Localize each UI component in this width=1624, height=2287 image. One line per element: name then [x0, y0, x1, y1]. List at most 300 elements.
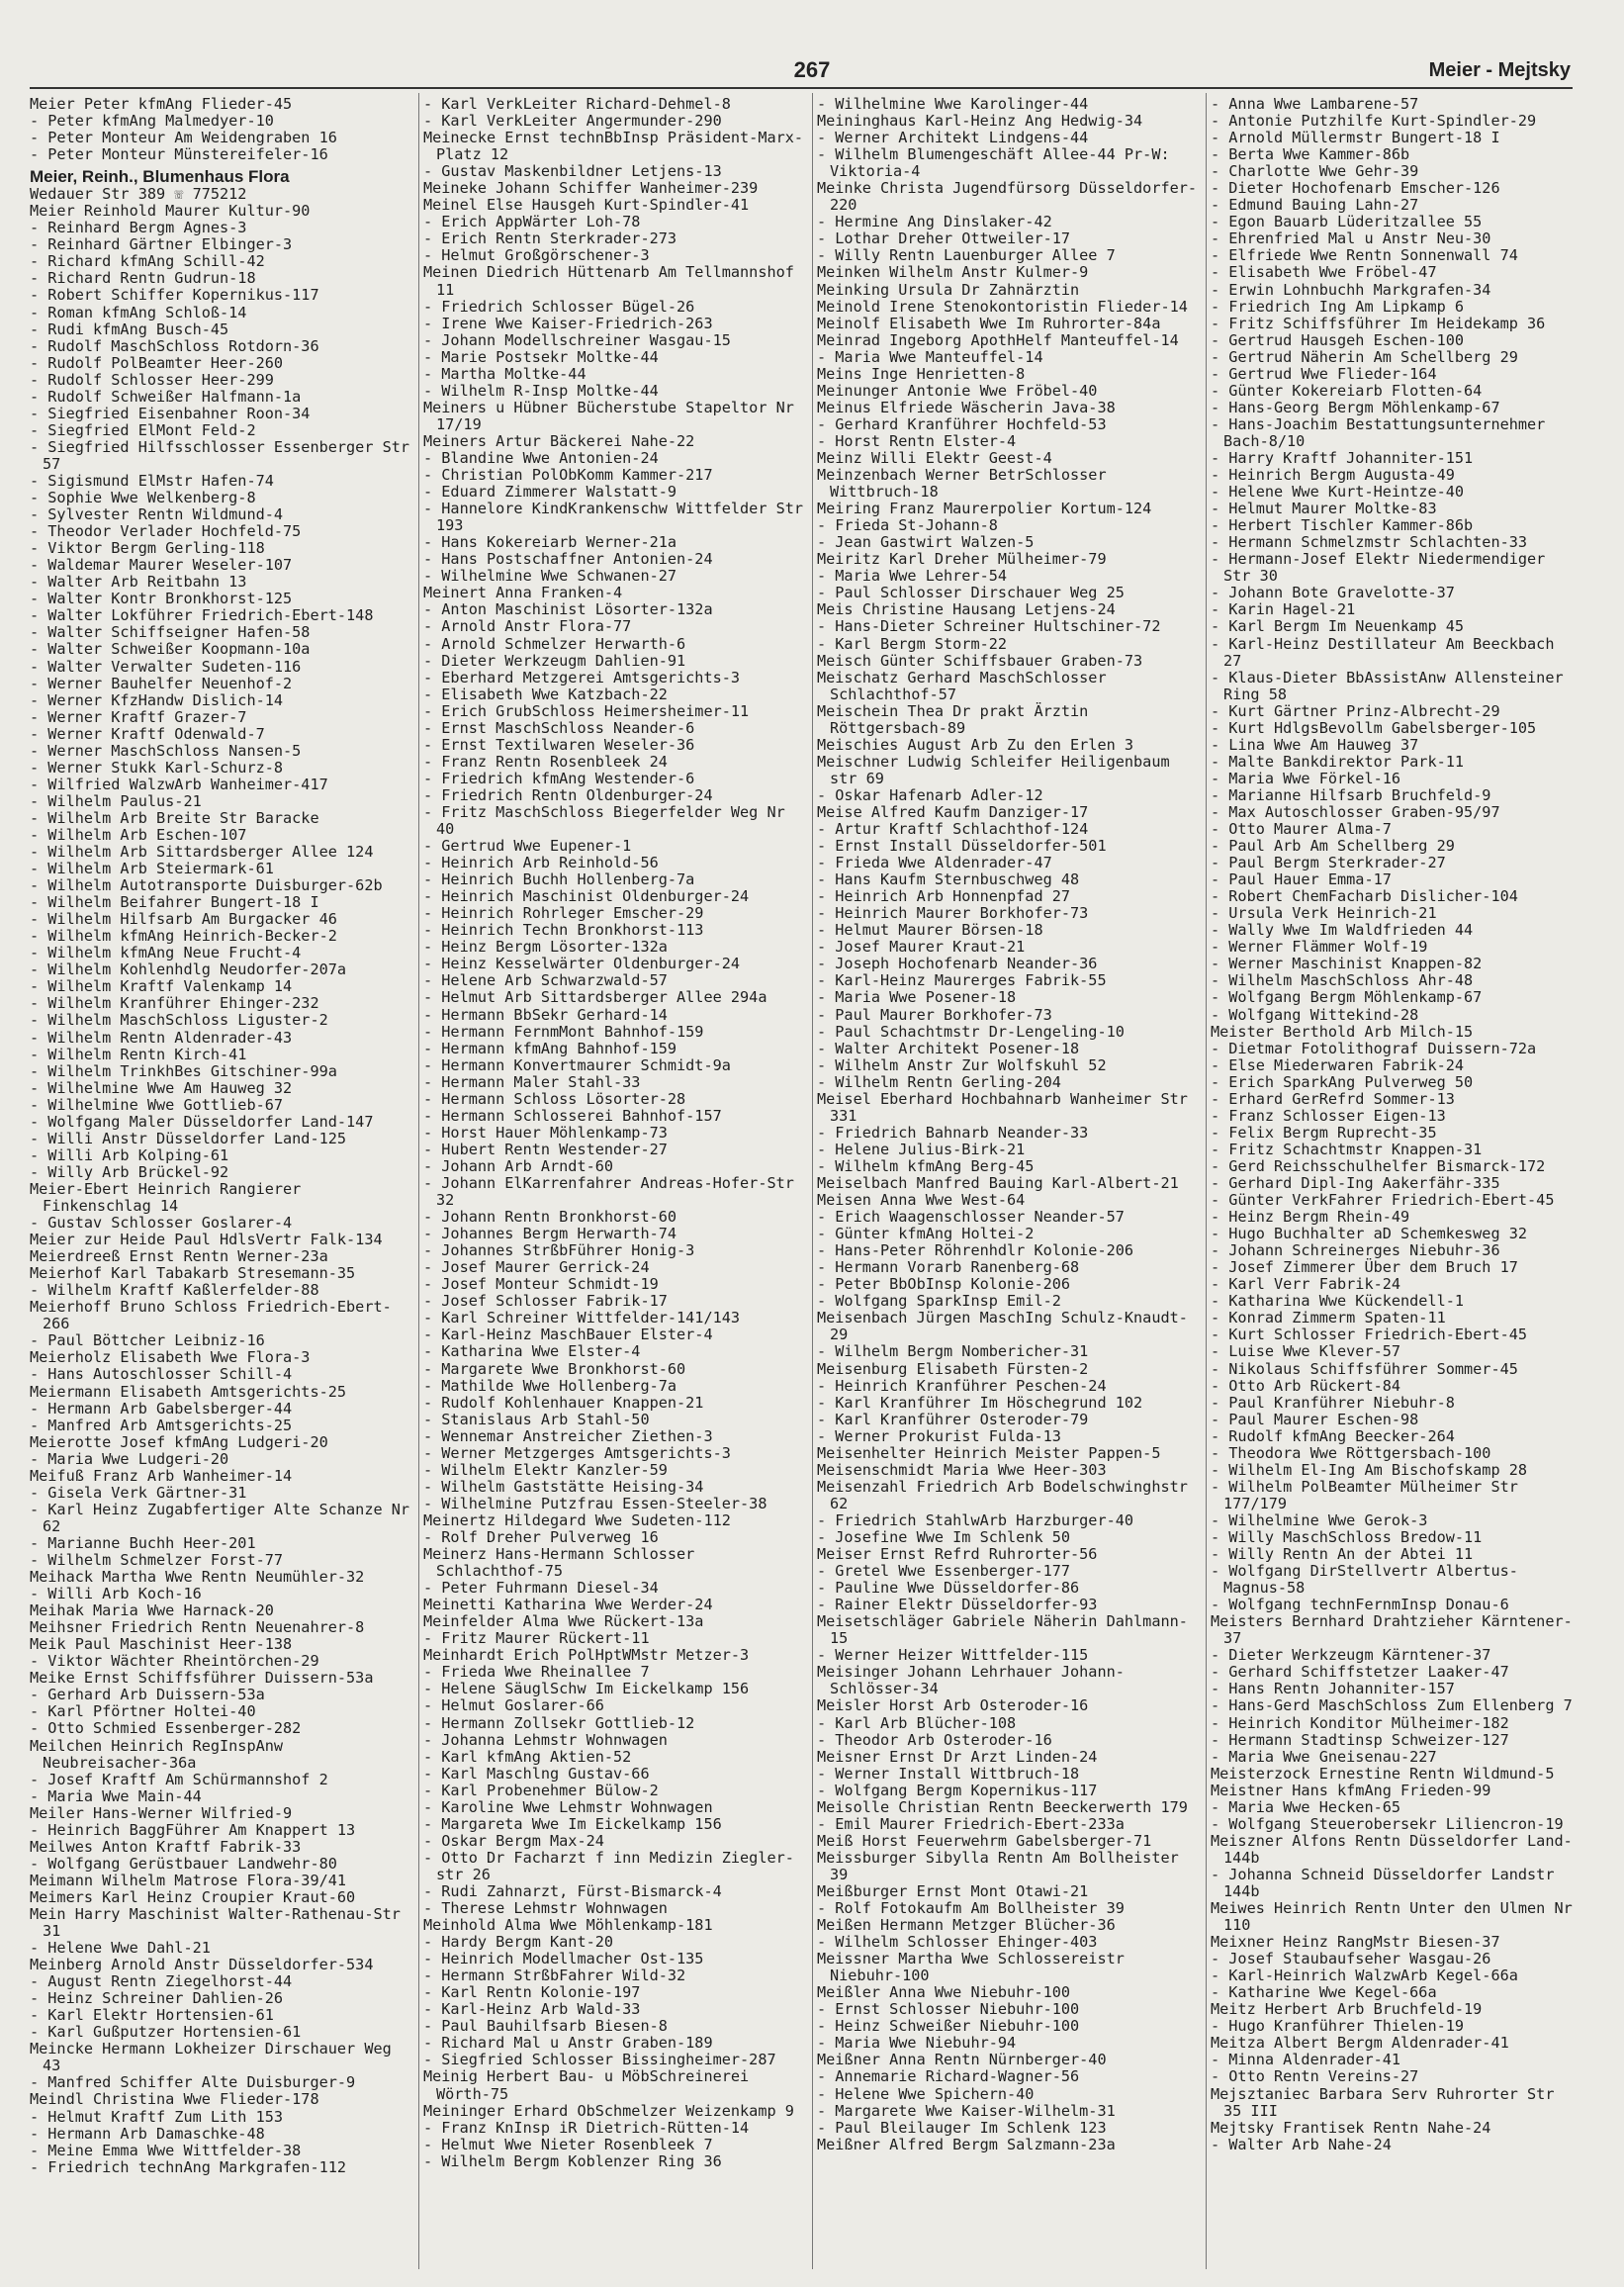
- directory-entry: - Hubert Rentn Westender-27: [423, 1140, 668, 1158]
- directory-entry: - Otto Rentn Vereins-27: [1211, 2067, 1419, 2086]
- directory-entry: Meisenhelter Heinrich Meister Pappen-5: [817, 1443, 1161, 1462]
- directory-entry: - Heinrich BaggFührer Am Knappert 13: [30, 1820, 356, 1839]
- directory-entry: - Ernst Schlosser Niebuhr-100: [817, 2000, 1080, 2019]
- directory-entry: - Wilhelm Arb Eschen-107: [30, 825, 247, 844]
- directory-entry: - Elfriede Wwe Rentn Sonnenwall 74: [1211, 246, 1518, 265]
- directory-entry: - Josef Zimmerer Über dem Bruch 17: [1211, 1258, 1518, 1277]
- directory-entry: - Günter Kokereiarb Flotten-64: [1211, 381, 1483, 400]
- directory-entry: - Irene Wwe Kaiser-Friedrich-263: [423, 314, 713, 332]
- directory-entry: - Heinz Schreiner Dahlien-26: [30, 1989, 284, 2008]
- directory-entry: - Margarete Wwe Bronkhorst-60: [423, 1359, 686, 1378]
- directory-entry: Meisenzahl Friedrich Arb Bodelschwinghstr 62: [817, 1477, 1188, 1512]
- directory-entry: - Karl-Heinrich WalzwArb Kegel-66a: [1211, 1967, 1518, 1985]
- directory-entry: - Margarete Wwe Kaiser-Wilhelm-31: [817, 2101, 1116, 2120]
- directory-entry: - Heinrich Arb Honnenpfad 27: [817, 887, 1071, 906]
- directory-entry: - Ehrenfried Mal u Anstr Neu-30: [1211, 229, 1491, 248]
- directory-entry: - Wolfgang Bergm Kopernikus-117: [817, 1781, 1098, 1799]
- directory-entry: - Wilhelm MaschSchloss Liguster-2: [30, 1011, 328, 1030]
- directory-entry: Mejsztaniec Barbara Serv Ruhrorter Str 35 III: [1211, 2084, 1555, 2120]
- directory-entry: - Viktor Wächter Rheintörchen-29: [30, 1652, 319, 1671]
- directory-entry: - Rudolf kfmAng Beecker-264: [1211, 1426, 1455, 1445]
- directory-entry: Meiermann Elisabeth Amtsgerichts-25: [30, 1382, 347, 1401]
- directory-entry: - Walter Kontr Bronkhorst-125: [30, 590, 293, 608]
- directory-entry: - Rudolf MaschSchloss Rotdorn-36: [30, 336, 319, 355]
- directory-entry: Mein Harry Maschinist Walter-Rathenau-Str 31: [30, 1904, 401, 1941]
- directory-entry: - Stanislaus Arb Stahl-50: [423, 1410, 650, 1428]
- directory-entry: - Paul Bauhilfsarb Biesen-8: [423, 2017, 668, 2036]
- directory-entry: Meisterzock Ernestine Rentn Wildmund-5: [1211, 1764, 1555, 1783]
- directory-entry: - Luise Wwe Klever-57: [1211, 1342, 1401, 1361]
- directory-entry: Meinking Ursula Dr Zahnärztin: [817, 280, 1080, 299]
- directory-entry: - Karl VerkLeiter Angermunder-290: [423, 112, 722, 131]
- directory-entry: - Otto Arb Rückert-84: [1211, 1376, 1401, 1395]
- directory-entry: - Walter Architekt Posener-18: [817, 1039, 1080, 1057]
- directory-entry: - Hans-Georg Bergm Möhlenkamp-67: [1211, 398, 1500, 416]
- directory-entry: Meimers Karl Heinz Croupier Kraut-60: [30, 1887, 356, 1906]
- directory-entry: - Paul Kranführer Niebuhr-8: [1211, 1393, 1455, 1412]
- directory-entry: - Maria Wwe Manteuffel-14: [817, 347, 1043, 366]
- directory-entry: - Gerhard Dipl-Ing Aakerfähr-335: [1211, 1174, 1500, 1192]
- directory-entry: Wedauer Str 389 ☏ 775212: [30, 185, 247, 204]
- directory-entry: - Heinz Bergm Rhein-49: [1211, 1208, 1410, 1227]
- directory-entry: Meier Reinhold Maurer Kultur-90: [30, 202, 311, 221]
- directory-entry: Meitza Albert Bergm Aldenrader-41: [1211, 2034, 1509, 2053]
- directory-entry: - Lina Wwe Am Hauweg 37: [1211, 735, 1419, 754]
- directory-entry: - Theodor Verlader Hochfeld-75: [30, 522, 302, 541]
- directory-entry: - Else Miederwaren Fabrik-24: [1211, 1055, 1465, 1074]
- directory-entry: - Helmut Wwe Nieter Rosenbleek 7: [423, 2135, 713, 2153]
- directory-entry: - Walter Verwalter Sudeten-116: [30, 657, 302, 676]
- directory-entry: - Elisabeth Wwe Fröbel-47: [1211, 263, 1437, 282]
- directory-entry: - Helmut Goslarer-66: [423, 1696, 604, 1715]
- directory-entry: - Berta Wwe Kammer-86b: [1211, 145, 1410, 164]
- directory-entry: - Sophie Wwe Welkenberg-8: [30, 489, 256, 507]
- directory-entry: Meiring Franz Maurerpolier Kortum-124: [817, 500, 1152, 518]
- directory-entry: - Karl Rentn Kolonie-197: [423, 1983, 641, 2002]
- directory-entry: Meisters Bernhard Drahtzieher Kärntener-37: [1211, 1612, 1573, 1648]
- directory-entry: - Gertrud Wwe Eupener-1: [423, 837, 632, 856]
- running-head: Meier - Mejtsky: [1428, 59, 1571, 81]
- directory-entry: Meißen Hermann Metzger Blücher-36: [817, 1916, 1116, 1935]
- directory-entry: Meistner Hans kfmAng Frieden-99: [1211, 1781, 1491, 1799]
- directory-entry: - Hugo Kranführer Thielen-19: [1211, 2017, 1465, 2036]
- directory-entry: - Maria Wwe Förkel-16: [1211, 769, 1401, 787]
- directory-entry: - Wilhelm Rentn Kirch-41: [30, 1045, 247, 1063]
- directory-entry: - Peter Monteur Am Weidengraben 16: [30, 129, 337, 147]
- directory-entry: - Max Autoschlosser Graben-95/97: [1211, 802, 1500, 821]
- directory-entry: - Walter Arb Nahe-24: [1211, 2135, 1392, 2153]
- directory-entry: Meier-Ebert Heinrich Rangierer Finkenschlag 14: [30, 1179, 302, 1215]
- directory-entry: - Waldemar Maurer Weseler-107: [30, 556, 293, 575]
- directory-entry: - Peter Fuhrmann Diesel-34: [423, 1579, 659, 1598]
- directory-entry: - Johann Modellschreiner Wasgau-15: [423, 330, 731, 349]
- directory-entry: - Wilhelm Bergm Koblenzer Ring 36: [423, 2151, 722, 2170]
- directory-entry: Meisel Eberhard Hochbahnarb Wanheimer Str 331: [817, 1089, 1188, 1125]
- directory-entry: - Elisabeth Wwe Katzbach-22: [423, 685, 668, 703]
- directory-entry: Meier zur Heide Paul HdlsVertr Falk-134: [30, 1231, 383, 1249]
- directory-entry: - Wilhelm Beifahrer Bungert-18 I: [30, 893, 319, 912]
- directory-entry: - Kurt Schlosser Friedrich-Ebert-45: [1211, 1326, 1528, 1344]
- directory-entry: - Wilhelm Blumengeschäft Allee-44 Pr-W: Viktoria-4: [817, 145, 1170, 181]
- directory-entry: - Katharina Wwe Elster-4: [423, 1342, 641, 1361]
- directory-entry: - Marianne Buchh Heer-201: [30, 1533, 256, 1552]
- directory-entry: Meiners Artur Bäckerei Nahe-22: [423, 431, 695, 450]
- directory-entry: - Franz Schlosser Eigen-13: [1211, 1106, 1446, 1125]
- directory-entry: - Wilhelm Schmelzer Forst-77: [30, 1550, 284, 1569]
- directory-entry: Meischner Ludwig Schleifer Heiligenbaum str 69: [817, 752, 1170, 787]
- directory-entry: - Franz Rentn Rosenbleek 24: [423, 752, 668, 771]
- directory-entry: - Wilhelm Anstr Zur Wolfskuhl 52: [817, 1055, 1107, 1074]
- directory-entry: - Werner Architekt Lindgens-44: [817, 129, 1089, 147]
- directory-entry: - Wilhelm Paulus-21: [30, 791, 202, 810]
- directory-entry: - Maria Wwe Hecken-65: [1211, 1797, 1401, 1816]
- directory-entry: - Dieter Werkzeugm Dahlien-91: [423, 651, 686, 670]
- directory-entry: - Karl Bergm Im Neuenkamp 45: [1211, 617, 1465, 636]
- directory-entry: - Werner MaschSchloss Nansen-5: [30, 741, 302, 760]
- directory-entry: - Karl Maschlng Gustav-66: [423, 1764, 650, 1783]
- directory-entry: - Heinz Schweißer Niebuhr-100: [817, 2017, 1080, 2036]
- directory-entry: - Gertrud Näherin Am Schellberg 29: [1211, 347, 1518, 366]
- directory-entry: - Dieter Werkzeugm Kärntener-37: [1211, 1646, 1491, 1665]
- directory-entry: - Wally Wwe Im Waldfrieden 44: [1211, 921, 1474, 940]
- directory-entry: - Wilhelm Arb Sittardsberger Allee 124: [30, 843, 374, 862]
- directory-entry: - Wilhelm MaschSchloss Ahr-48: [1211, 971, 1474, 990]
- directory-entry: - Reinhard Gärtner Elbinger-3: [30, 235, 293, 254]
- directory-entry: - Hermann Stadtinsp Schweizer-127: [1211, 1730, 1509, 1749]
- directory-entry: - Friedrich StahlwArb Harzburger-40: [817, 1510, 1134, 1529]
- directory-entry: - Otto Dr Facharzt f inn Medizin Ziegler-str 26: [423, 1848, 794, 1883]
- directory-entry: - Werner Stukk Karl-Schurz-8: [30, 758, 284, 777]
- directory-entry: - Wilhelm Rentn Aldenrader-43: [30, 1028, 293, 1047]
- directory-entry: - Johann ElKarrenfahrer Andreas-Hofer-Str 32: [423, 1174, 794, 1210]
- directory-entry: Meisolle Christian Rentn Beeckerwerth 179: [817, 1797, 1188, 1816]
- directory-entry: Meisinger Johann Lehrhauer Johann-Schlösser-34: [817, 1663, 1125, 1698]
- directory-entry: Meisen Anna Wwe West-64: [817, 1191, 1026, 1210]
- directory-entry: Meinz Willi Elektr Geest-4: [817, 448, 1052, 467]
- directory-entry: - Josef Kraftf Am Schürmannshof 2: [30, 1770, 328, 1788]
- directory-entry: - Martha Moltke-44: [423, 364, 586, 383]
- directory-entry: Meifuß Franz Arb Wanheimer-14: [30, 1466, 293, 1485]
- directory-entry: - Wolfgang Bergm Möhlenkamp-67: [1211, 988, 1483, 1007]
- directory-entry: - Minna Aldenrader-41: [1211, 2051, 1401, 2069]
- directory-entry: - Horst Rentn Elster-4: [817, 431, 1017, 450]
- directory-entry: - Hans-Peter Röhrenhdlr Kolonie-206: [817, 1241, 1134, 1260]
- directory-entry: Meierdreeß Ernst Rentn Werner-23a: [30, 1247, 328, 1266]
- directory-entry: - Wilhelm Kohlenhdlg Neudorfer-207a: [30, 961, 347, 979]
- directory-entry: - Günter kfmAng Holtei-2: [817, 1225, 1035, 1243]
- directory-entry: Meierhof Karl Tabakarb Stresemann-35: [30, 1264, 356, 1283]
- directory-entry: - Fritz Schachtmstr Knappen-31: [1211, 1140, 1483, 1158]
- directory-entry: - Karl-Heinz Arb Wald-33: [423, 2000, 641, 2019]
- directory-entry: - Hermann BbSekr Gerhard-14: [423, 1005, 668, 1024]
- directory-entry: - Wilhelmine Wwe Gottlieb-67: [30, 1095, 284, 1114]
- directory-entry: Meininger Erhard ObSchmelzer Weizenkamp 9: [423, 2101, 794, 2120]
- directory-entry: - Paul Maurer Borkhofer-73: [817, 1005, 1052, 1024]
- directory-entry: - Helene Wwe Dahl-21: [30, 1939, 211, 1958]
- directory-entry: - Wilhelm El-Ing Am Bischofskamp 28: [1211, 1460, 1528, 1479]
- directory-entry: - Werner Kraftf Grazer-7: [30, 707, 247, 726]
- directory-entry: Meinken Wilhelm Anstr Kulmer-9: [817, 263, 1089, 282]
- directory-column-4: [1211, 96, 1577, 2272]
- directory-entry: - Hans Postschaffner Antonien-24: [423, 550, 713, 569]
- directory-entry: - Helene Arb Schwarzwald-57: [423, 971, 668, 990]
- directory-entry: - Hermann Konvertmaurer Schmidt-9a: [423, 1055, 731, 1074]
- directory-entry: - Karl Pförtner Holtei-40: [30, 1702, 256, 1721]
- directory-entry: Meier, Reinh., Blumenhaus Flora: [30, 167, 290, 187]
- directory-entry: - Felix Bergm Ruprecht-35: [1211, 1123, 1437, 1142]
- directory-entry: - Eberhard Metzgerei Amtsgerichts-3: [423, 668, 741, 686]
- directory-entry: - Peter kfmAng Malmedyer-10: [30, 112, 274, 131]
- directory-entry: - Ernst Install Düsseldorfer-501: [817, 837, 1107, 856]
- directory-entry: - Franz KnInsp iR Dietrich-Rütten-14: [423, 2118, 750, 2137]
- directory-entry: - Heinrich Maschinist Oldenburger-24: [423, 887, 750, 906]
- directory-entry: - Gerhard Schiffstetzer Laaker-47: [1211, 1663, 1509, 1682]
- directory-entry: - Gustav Maskenbildner Letjens-13: [423, 162, 722, 181]
- directory-entry: - Josef Maurer Kraut-21: [817, 938, 1026, 957]
- directory-entry: - Helene Wwe Spichern-40: [817, 2084, 1035, 2103]
- directory-column-1: [30, 96, 413, 2272]
- directory-entry: - Maria Wwe Lehrer-54: [817, 567, 1008, 586]
- directory-entry: - Wilhelm Schlosser Ehinger-403: [817, 1933, 1098, 1952]
- directory-entry: - Richard Rentn Gudrun-18: [30, 269, 256, 288]
- directory-entry: - Antonie Putzhilfe Kurt-Spindler-29: [1211, 112, 1537, 131]
- directory-entry: - Peter Monteur Münstereifeler-16: [30, 145, 328, 164]
- directory-entry: - Hans Kokereiarb Werner-21a: [423, 533, 677, 552]
- directory-entry: Meihsner Friedrich Rentn Neuenahrer-8: [30, 1618, 365, 1637]
- directory-entry: - Arnold Müllermstr Bungert-18 I: [1211, 129, 1500, 147]
- directory-entry: Meise Alfred Kaufm Danziger-17: [817, 802, 1089, 821]
- directory-entry: - Dieter Hochofenarb Emscher-126: [1211, 179, 1500, 198]
- directory-entry: - Wilhelmine Wwe Gerok-3: [1211, 1510, 1428, 1529]
- directory-entry: - Robert Schiffer Kopernikus-117: [30, 286, 319, 305]
- directory-entry: - Wilhelm TrinkhBes Gitschiner-99a: [30, 1061, 337, 1080]
- directory-entry: - Johanna Lehmstr Wohnwagen: [423, 1730, 668, 1749]
- directory-entry: - Wolfgang technFernmInsp Donau-6: [1211, 1596, 1509, 1614]
- directory-entry: - Roman kfmAng Schloß-14: [30, 303, 247, 321]
- directory-entry: Meixner Heinz RangMstr Biesen-37: [1211, 1933, 1500, 1952]
- directory-entry: - Wilhelm PolBeamter Mülheimer Str 177/179: [1211, 1477, 1518, 1512]
- directory-entry: - Karl Gußputzer Hortensien-61: [30, 2023, 302, 2042]
- directory-entry: - Fritz MaschSchloss Biegerfelder Weg Nr 40: [423, 802, 785, 839]
- directory-entry: Meindl Christina Wwe Flieder-178: [30, 2090, 319, 2109]
- directory-entry: - Erich AppWärter Loh-78: [423, 213, 641, 231]
- directory-entry: Meinhold Alma Wwe Möhlenkamp-181: [423, 1916, 713, 1935]
- directory-entry: - Annemarie Richard-Wagner-56: [817, 2067, 1080, 2086]
- directory-entry: - Malte Bankdirektor Park-11: [1211, 752, 1465, 771]
- directory-entry: - Richard Mal u Anstr Graben-189: [423, 2034, 713, 2053]
- directory-entry: - Gretel Wwe Essenberger-177: [817, 1562, 1071, 1581]
- directory-entry: - Josef Schlosser Fabrik-17: [423, 1292, 668, 1311]
- directory-entry: - Otto Schmied Essenberger-282: [30, 1719, 302, 1738]
- directory-entry: Meisenburg Elisabeth Fürsten-2: [817, 1359, 1089, 1378]
- directory-entry: - Wolfgang SparkInsp Emil-2: [817, 1292, 1061, 1311]
- directory-entry: - Günter VerkFahrer Friedrich-Ebert-45: [1211, 1191, 1555, 1210]
- directory-entry: - Willi Arb Kolping-61: [30, 1145, 229, 1164]
- directory-entry: Meike Ernst Schiffsführer Duissern-53a: [30, 1669, 374, 1688]
- directory-entry: - Wilhelm Kraftf Valenkamp 14: [30, 977, 293, 996]
- directory-entry: - Oskar Bergm Max-24: [423, 1831, 604, 1850]
- directory-entry: - Pauline Wwe Düsseldorfer-86: [817, 1579, 1080, 1598]
- directory-entry: - Rudolf Schlosser Heer-299: [30, 370, 274, 389]
- directory-entry: - Frieda Wwe Rheinallee 7: [423, 1663, 650, 1682]
- directory-entry: - Helmut Arb Sittardsberger Allee 294a: [423, 988, 767, 1007]
- directory-entry: - Johannes Bergm Herwarth-74: [423, 1225, 677, 1243]
- directory-entry: Meiszner Alfons Rentn Düsseldorfer Land-144b: [1211, 1831, 1573, 1867]
- directory-entry: - Wilhelm Gaststätte Heising-34: [423, 1477, 704, 1496]
- directory-entry: - Johann Arb Arndt-60: [423, 1156, 614, 1175]
- directory-entry: Meinecke Ernst technBbInsp Präsident-Marx-Platz 12: [423, 129, 804, 164]
- directory-entry: - Jean Gastwirt Walzen-5: [817, 533, 1035, 552]
- directory-entry: - Reinhard Bergm Agnes-3: [30, 219, 247, 237]
- directory-entry: - Karl Kranführer Osteroder-79: [817, 1410, 1089, 1428]
- directory-entry: - Werner Heizer Wittfelder-115: [817, 1646, 1089, 1665]
- column-divider: [1206, 93, 1207, 2269]
- directory-entry: - Karl-Heinz MaschBauer Elster-4: [423, 1326, 713, 1344]
- directory-entry: - Sigismund ElMstr Hafen-74: [30, 471, 274, 490]
- directory-entry: - Friedrich Ing Am Lipkamp 6: [1211, 297, 1465, 316]
- directory-entry: - Wilhelm Kranführer Ehinger-232: [30, 994, 319, 1013]
- directory-entry: - Siegfried Schlosser Bissingheimer-287: [423, 2051, 776, 2069]
- directory-entry: - Herbert Tischler Kammer-86b: [1211, 516, 1474, 535]
- directory-entry: Meiritz Karl Dreher Mülheimer-79: [817, 550, 1107, 569]
- directory-entry: - Gustav Schlosser Goslarer-4: [30, 1214, 293, 1233]
- directory-entry: - Friedrich Rentn Oldenburger-24: [423, 785, 713, 804]
- directory-entry: - Arnold Anstr Flora-77: [423, 617, 632, 636]
- page-header: [0, 0, 1624, 89]
- directory-entry: - Kurt Gärtner Prinz-Albrecht-29: [1211, 701, 1500, 720]
- directory-entry: - Josef Maurer Gerrick-24: [423, 1258, 650, 1277]
- directory-entry: - Gerd Reichsschulhelfer Bismarck-172: [1211, 1156, 1546, 1175]
- directory-entry: Meisch Günter Schiffsbauer Graben-73: [817, 651, 1143, 670]
- directory-entry: - Rudolf Schweißer Halfmann-1a: [30, 387, 302, 406]
- directory-entry: - Johann Bote Gravelotte-37: [1211, 584, 1455, 602]
- directory-entry: - Wolfgang Gerüstbauer Landwehr-80: [30, 1854, 337, 1873]
- directory-entry: - Erich SparkAng Pulverweg 50: [1211, 1072, 1474, 1091]
- directory-entry: Meiwes Heinrich Rentn Unter den Ulmen Nr 110: [1211, 1899, 1573, 1935]
- directory-entry: - Meine Emma Wwe Wittfelder-38: [30, 2141, 302, 2159]
- directory-entry: Meilwes Anton Kraftf Fabrik-33: [30, 1837, 302, 1856]
- directory-entry: - Wilhelm kfmAng Neue Frucht-4: [30, 944, 302, 962]
- directory-entry: - Hermann kfmAng Bahnhof-159: [423, 1039, 677, 1057]
- directory-entry: - Ursula Verk Heinrich-21: [1211, 904, 1437, 923]
- directory-entry: Meinerz Hans-Hermann Schlosser Schlachthof-75: [423, 1545, 695, 1581]
- directory-entry: - Wilhelm kfmAng Berg-45: [817, 1156, 1035, 1175]
- directory-entry: - Kurt HdlgsBevollm Gabelsberger-105: [1211, 718, 1537, 737]
- directory-entry: - Harry Kraftf Johanniter-151: [1211, 448, 1474, 467]
- directory-entry: - Heinrich Kranführer Peschen-24: [817, 1376, 1107, 1395]
- directory-entry: - Hermann Arb Damaschke-48: [30, 2124, 265, 2143]
- directory-entry: - Rudolf PolBeamter Heer-260: [30, 353, 284, 372]
- directory-entry: Meister Berthold Arb Milch-15: [1211, 1022, 1474, 1041]
- directory-entry: Meinzenbach Werner BetrSchlosser Wittbruch-18: [817, 466, 1107, 502]
- directory-entry: Meier Peter kfmAng Flieder-45: [30, 96, 293, 113]
- directory-entry: - Karl Kranführer Im Höschegrund 102: [817, 1393, 1143, 1412]
- directory-entry: - Hermann FernmMont Bahnhof-159: [423, 1022, 704, 1041]
- directory-entry: - Johannes StrßbFührer Honig-3: [423, 1241, 695, 1260]
- header-rule: [30, 87, 1573, 89]
- directory-entry: Meierholz Elisabeth Wwe Flora-3: [30, 1348, 311, 1367]
- directory-entry: - Konrad Zimmerm Spaten-11: [1211, 1309, 1446, 1327]
- directory-entry: - Hans-Dieter Schreiner Hultschiner-72: [817, 617, 1161, 636]
- directory-entry: - Paul Schlosser Dirschauer Weg 25: [817, 584, 1125, 602]
- directory-entry: - Lothar Dreher Ottweiler-17: [817, 229, 1071, 248]
- directory-entry: - Maria Wwe Main-44: [30, 1786, 202, 1805]
- directory-entry: - Maria Wwe Niebuhr-94: [817, 2034, 1017, 2053]
- directory-entry: - Heinrich Arb Reinhold-56: [423, 854, 659, 872]
- directory-entry: - Paul Hauer Emma-17: [1211, 870, 1392, 889]
- directory-entry: - Wolfgang Wittekind-28: [1211, 1005, 1419, 1024]
- directory-entry: - Werner Flämmer Wolf-19: [1211, 938, 1428, 957]
- directory-entry: - Wilhelm Bergm Nombericher-31: [817, 1342, 1089, 1361]
- directory-entry: - Werner KfzHandw Dislich-14: [30, 690, 284, 709]
- directory-entry: Meinhardt Erich PolHptWMstr Metzer-3: [423, 1646, 750, 1665]
- directory-entry: Meierhoff Bruno Schloss Friedrich-Ebert-266: [30, 1298, 392, 1333]
- directory-entry: - Heinrich Bergm Augusta-49: [1211, 466, 1455, 485]
- directory-entry: - Wolfgang DirStellvertr Albertus-Magnus-58: [1211, 1562, 1518, 1598]
- directory-entry: - Manfred Schiffer Alte Duisburger-9: [30, 2073, 356, 2092]
- directory-entry: Meisetschläger Gabriele Näherin Dahlmann-15: [817, 1612, 1188, 1648]
- directory-entry: - Maria Wwe Ludgeri-20: [30, 1449, 229, 1468]
- directory-entry: - Arnold Schmelzer Herwarth-6: [423, 634, 686, 653]
- directory-entry: - Ernst MaschSchloss Neander-6: [423, 718, 695, 737]
- directory-entry: - Josef Monteur Schmidt-19: [423, 1275, 659, 1294]
- directory-entry: Meiners u Hübner Bücherstube Stapeltor Nr 17/19: [423, 398, 794, 433]
- page-number: 267: [793, 57, 831, 82]
- directory-entry: - Werner Maschinist Knappen-82: [1211, 955, 1483, 973]
- column-divider: [418, 93, 419, 2269]
- directory-entry: - Willy Rentn An der Abtei 11: [1211, 1545, 1474, 1564]
- directory-entry: Meinen Diedrich Hüttenarb Am Tellmannshof 11: [423, 263, 794, 299]
- directory-entry: Meinus Elfriede Wäscherin Java-38: [817, 398, 1116, 416]
- directory-entry: - Heinrich Techn Bronkhorst-113: [423, 921, 704, 940]
- directory-entry: - Hardy Bergm Kant-20: [423, 1933, 614, 1952]
- directory-entry: - Friedrich kfmAng Westender-6: [423, 769, 695, 787]
- directory-entry: - Hermine Ang Dinslaker-42: [817, 213, 1052, 231]
- directory-entry: Meitz Herbert Arb Bruchfeld-19: [1211, 2000, 1483, 2019]
- directory-entry: - Helene Julius-Birk-21: [817, 1140, 1026, 1158]
- directory-entry: - Maria Wwe Posener-18: [817, 988, 1017, 1007]
- directory-entry: - Siegfried Hilfsschlosser Essenberger Str 57: [30, 437, 410, 473]
- directory-entry: Meilchen Heinrich RegInspAnw Neubreisacher-36a: [30, 1736, 284, 1772]
- directory-entry: - Wilhelm Hilfsarb Am Burgacker 46: [30, 910, 337, 929]
- directory-entry: - Anton Maschinist Lösorter-132a: [423, 600, 713, 619]
- directory-entry: - Rudolf Kohlenhauer Knappen-21: [423, 1393, 704, 1412]
- directory-entry: - Helmut Maurer Moltke-83: [1211, 500, 1437, 518]
- directory-entry: - Werner Kraftf Odenwald-7: [30, 724, 265, 743]
- directory-entry: - Hermann Vorarb Ranenberg-68: [817, 1258, 1080, 1277]
- directory-entry: - Rudi Zahnarzt, Fürst-Bismarck-4: [423, 1881, 722, 1900]
- directory-entry: - Wilhelm Rentn Gerling-204: [817, 1072, 1061, 1091]
- column-divider: [812, 93, 813, 2269]
- directory-entry: - Willy Rentn Lauenburger Allee 7: [817, 246, 1116, 265]
- directory-entry: - Friedrich Bahnarb Neander-33: [817, 1123, 1089, 1142]
- directory-entry: - Karl-Heinz Maurerges Fabrik-55: [817, 971, 1107, 990]
- directory-entry: Meinolf Elisabeth Wwe Im Ruhrorter-84a: [817, 314, 1161, 332]
- directory-entry: - Therese Lehmstr Wohnwagen: [423, 1899, 668, 1918]
- directory-entry: - Rainer Elektr Düsseldorfer-93: [817, 1596, 1098, 1614]
- directory-entry: Meierotte Josef kfmAng Ludgeri-20: [30, 1432, 328, 1451]
- directory-entry: - Fritz Maurer Rückert-11: [423, 1629, 650, 1648]
- directory-entry: - Gertrud Hausgeh Eschen-100: [1211, 330, 1465, 349]
- directory-entry: - Karl Elektr Hortensien-61: [30, 2006, 274, 2025]
- directory-entry: Meißburger Ernst Mont Otawi-21: [817, 1881, 1089, 1900]
- directory-entry: - Werner Bauhelfer Neuenhof-2: [30, 674, 293, 692]
- directory-entry: - Charlotte Wwe Gehr-39: [1211, 162, 1419, 181]
- directory-entry: - Karl VerkLeiter Richard-Dehmel-8: [423, 96, 731, 113]
- directory-entry: - Hermann Schmelzmstr Schlachten-33: [1211, 533, 1528, 552]
- directory-entry: - Emil Maurer Friedrich-Ebert-233a: [817, 1814, 1125, 1833]
- directory-entry: - Hermann Maler Stahl-33: [423, 1072, 641, 1091]
